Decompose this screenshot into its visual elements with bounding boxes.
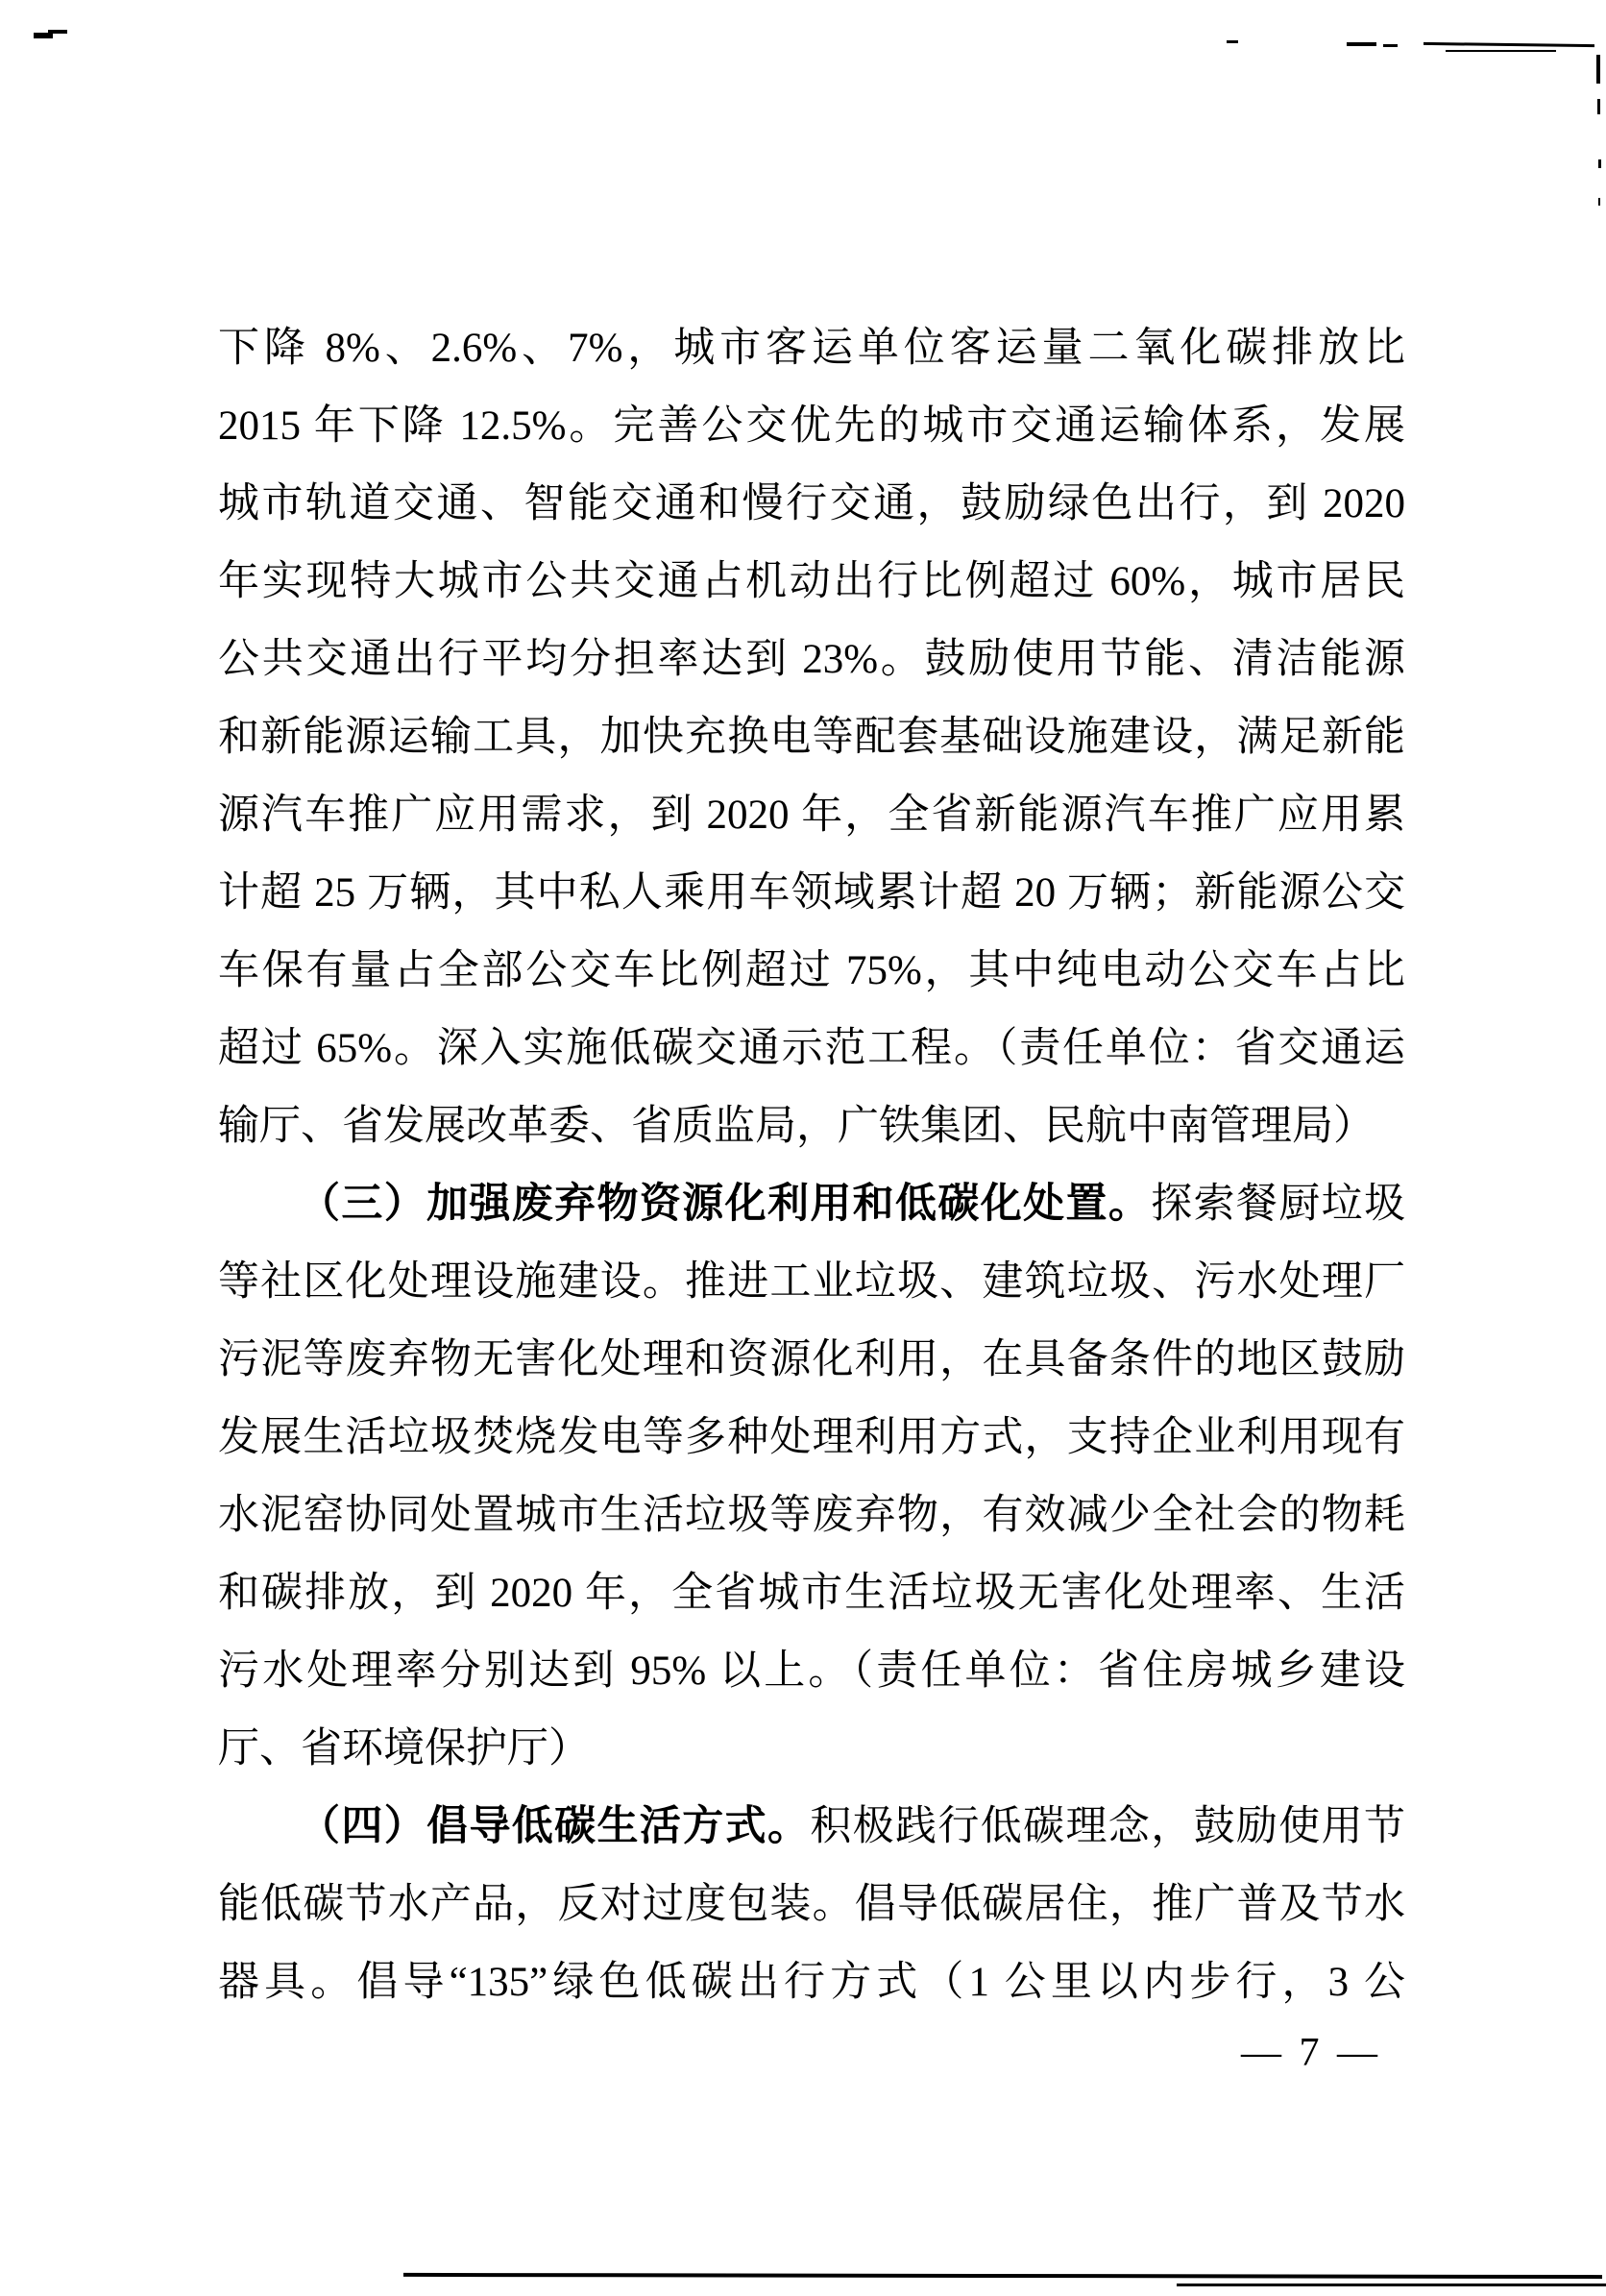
- text-line: [218, 1243, 1405, 1321]
- text-line: [218, 309, 1405, 387]
- body-text: 公共交通出行平均分担率达到 23%。鼓励使用节能、清洁能源: [218, 637, 1405, 682]
- text-line: [218, 1399, 1405, 1477]
- scan-artifact-top-right: [1227, 40, 1238, 43]
- text-line: [218, 1866, 1405, 1943]
- text-line: [218, 1788, 1405, 1866]
- scan-artifact-bottom-line: [1177, 2284, 1606, 2286]
- scan-artifact-right-edge: [1598, 198, 1600, 206]
- section-heading: （四）倡导低碳生活方式。: [299, 1804, 811, 1849]
- section-heading: （三）加强废弃物资源化利用和低碳化处置。: [299, 1182, 1152, 1227]
- scan-artifact-top-right: [1347, 42, 1376, 46]
- body-text: 计超 25 万辆，其中私人乘用车领域累计超 20 万辆；新能源公交: [218, 870, 1405, 916]
- text-line: [218, 698, 1405, 776]
- scan-artifact-right-edge: [1596, 55, 1600, 84]
- scan-artifact-right-edge: [1598, 159, 1601, 168]
- body-text: 年实现特大城市公共交通占机动出行比例超过 60%，城市居民: [218, 559, 1405, 604]
- text-line: [218, 543, 1405, 621]
- page-number: — 7 —: [1241, 2031, 1381, 2075]
- body-text: 器具。倡导“135”绿色低碳出行方式（1 公里以内步行，3 公: [218, 1960, 1405, 2005]
- text-line: [218, 1477, 1405, 1554]
- text-line: [218, 1554, 1405, 1632]
- text-line: [218, 1943, 1405, 2021]
- scan-artifact-top-left: [48, 30, 67, 34]
- body-text: 车保有量占全部公交车比例超过 75%，其中纯电动公交车占比: [218, 948, 1405, 993]
- body-text: 水泥窑协同处置城市生活垃圾等废弃物，有效减少全社会的物耗: [218, 1493, 1405, 1538]
- text-line: [218, 1632, 1405, 1710]
- text-line: [218, 854, 1405, 932]
- text-line: [218, 621, 1405, 698]
- text-line: [218, 776, 1405, 854]
- body-text: 和碳排放，到 2020 年，全省城市生活垃圾无害化处理率、生活: [218, 1571, 1405, 1616]
- body-text: 下降 8%、2.6%、7%，城市客运单位客运量二氧化碳排放比: [218, 326, 1405, 371]
- text-line: [218, 465, 1405, 543]
- text-line: [218, 1321, 1405, 1399]
- body-text: 污泥等废弃物无害化处理和资源化利用，在具备条件的地区鼓励: [218, 1337, 1405, 1382]
- body-text: 能低碳节水产品，反对过度包装。倡导低碳居住，推广普及节水: [218, 1882, 1405, 1927]
- body-text: 污水处理率分别达到 95% 以上。（责任单位：省住房城乡建设: [218, 1649, 1405, 1694]
- text-block: [218, 309, 1405, 2021]
- body-text: 发展生活垃圾焚烧发电等多种处理利用方式，支持企业利用现有: [218, 1415, 1405, 1460]
- body-text: 等社区化处理设施建设。推进工业垃圾、建筑垃圾、污水处理厂: [218, 1259, 1405, 1305]
- body-text: 输厅、省发展改革委、省质监局，广铁集团、民航中南管理局）: [218, 1104, 1375, 1149]
- text-line: [218, 1087, 1405, 1165]
- text-line: [218, 1165, 1405, 1243]
- body-text: 城市轨道交通、智能交通和慢行交通，鼓励绿色出行，到 2020: [218, 481, 1405, 526]
- body-text: 源汽车推广应用需求，到 2020 年，全省新能源汽车推广应用累: [218, 793, 1405, 838]
- scan-artifact-top-right: [1424, 42, 1594, 47]
- text-line: [218, 1010, 1405, 1087]
- scan-artifact-top-right: [1446, 50, 1556, 52]
- body-text: 积极践行低碳理念，鼓励使用节: [810, 1804, 1406, 1849]
- scan-artifact-right-edge: [1597, 99, 1600, 114]
- body-text: 和新能源运输工具，加快充换电等配套基础设施建设，满足新能: [218, 715, 1405, 760]
- body-text: 2015 年下降 12.5%。完善公交优先的城市交通运输体系，发展: [218, 403, 1405, 449]
- body-text: 探索餐厨垃圾: [1151, 1182, 1406, 1227]
- text-line: [218, 932, 1405, 1010]
- text-line: [218, 1710, 1405, 1788]
- body-text: 厅、省环境保护厅）: [218, 1726, 590, 1771]
- scan-artifact-bottom-line: [403, 2273, 1602, 2279]
- body-text: 超过 65%。深入实施低碳交通示范工程。（责任单位：省交通运: [218, 1026, 1405, 1071]
- scan-artifact-top-right: [1383, 44, 1398, 47]
- text-line: [218, 387, 1405, 465]
